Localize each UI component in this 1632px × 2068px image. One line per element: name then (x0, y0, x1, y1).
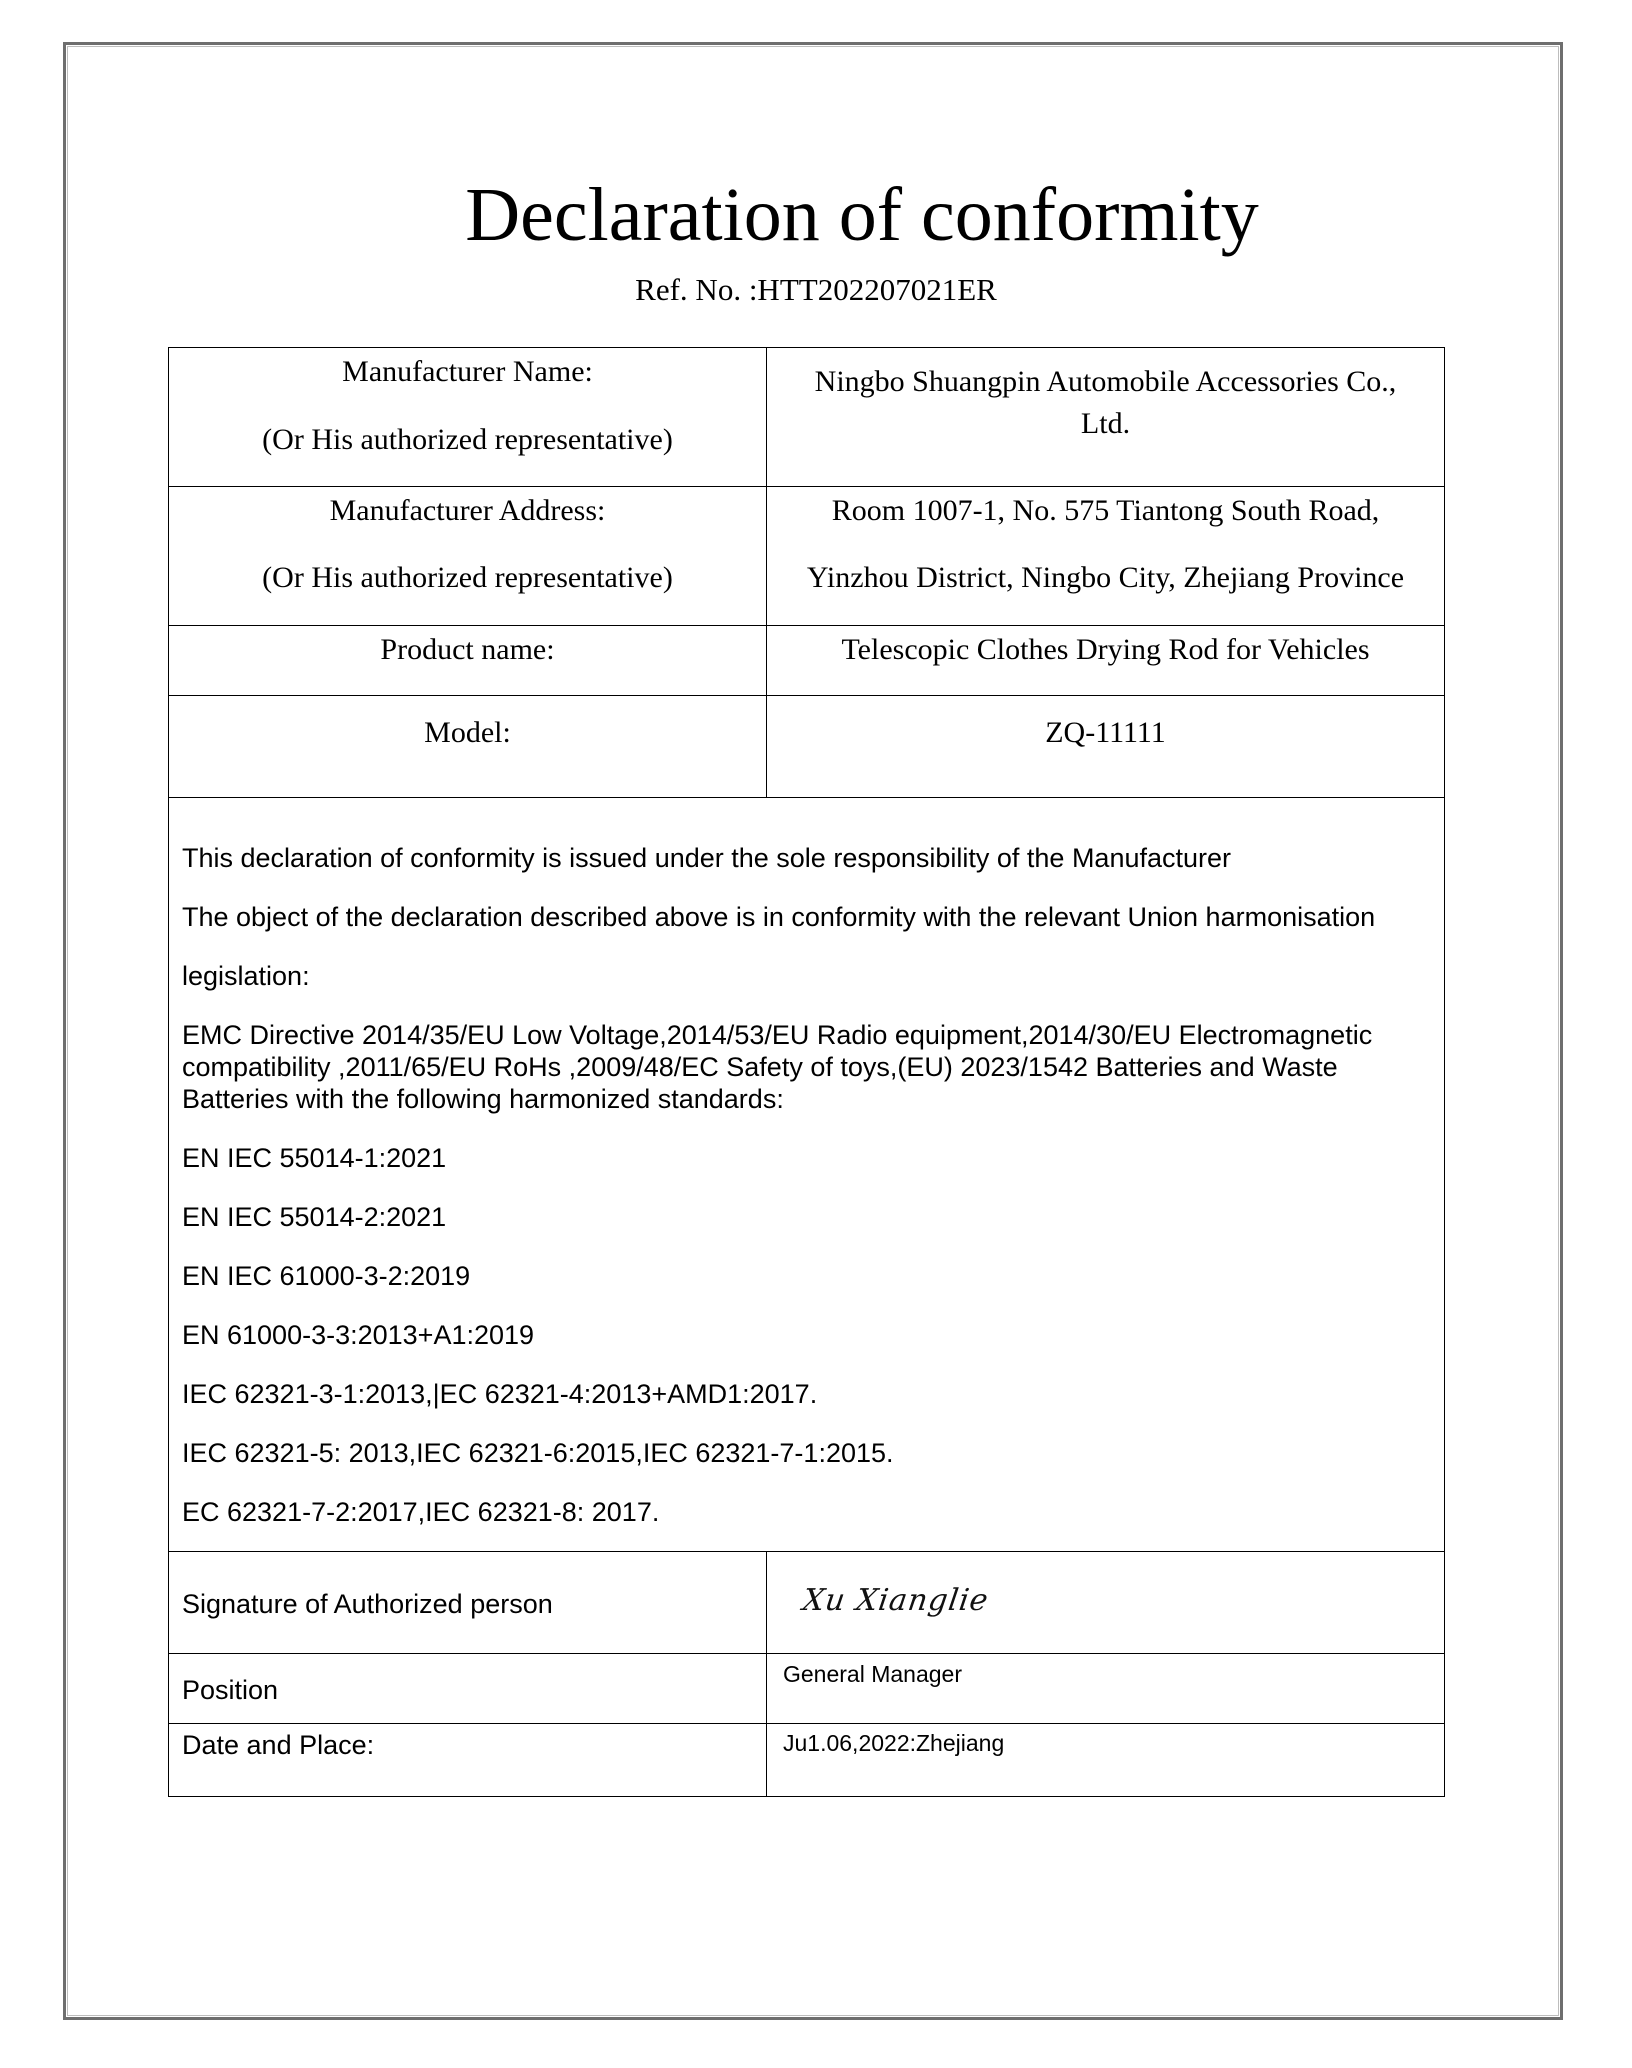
directives-text: EMC Directive 2014/35/EU Low Voltage,2014/53/EU Radio equipment,2014/30/EU Electromagnetic (182, 1020, 1373, 1050)
manufacturer-name-label-note: (Or His authorized representative) (262, 423, 673, 456)
product-name-value: Telescopic Clothes Drying Rod for Vehicles (841, 633, 1370, 666)
manufacturer-name-label-cell (169, 348, 766, 486)
position-label: Position (182, 1675, 279, 1705)
declaration-statement: This declaration of conformity is issued under the sole responsibility of the Manufacturer (182, 843, 1232, 873)
manufacturer-name-value-cont: Ltd. (1080, 407, 1131, 440)
model-label: Model: (424, 716, 511, 749)
manufacturer-address-label-note: (Or His authorized representative) (262, 561, 673, 594)
reference-number: Ref. No. :HTT202207021ER (635, 272, 997, 307)
standard-item: EC 62321-7-2:2017,IEC 62321-8: 2017. (182, 1497, 660, 1527)
standard-item: EN IEC 55014-2:2021 (182, 1202, 447, 1232)
signature-label: Signature of Authorized person (182, 1589, 553, 1619)
column-divider (766, 1551, 767, 1797)
date-place-value: Ju1.06,2022:Zhejiang (783, 1730, 1005, 1756)
product-name-label: Product name: (380, 633, 555, 666)
handwritten-signature: Xu Xianglie (800, 1583, 991, 1618)
manufacturer-name-value: Ningbo Shuangpin Automobile Accessories Co., (814, 365, 1397, 398)
row-divider (169, 797, 1444, 798)
directives-text-cont: Batteries with the following harmonized standards: (182, 1084, 784, 1114)
date-place-label: Date and Place: (182, 1730, 375, 1760)
row-divider (169, 1723, 1444, 1724)
standard-item: EN IEC 55014-1:2021 (182, 1143, 447, 1173)
standard-item: IEC 62321-3-1:2013,|EC 62321-4:2013+AMD1:2017. (182, 1379, 818, 1409)
row-divider (169, 1653, 1444, 1654)
manufacturer-name-value-cell (767, 348, 1444, 486)
product-name-value-cell (767, 626, 1444, 695)
model-value: ZQ-11111 (1045, 716, 1166, 749)
manufacturer-name-label: Manufacturer Name: (342, 355, 593, 388)
standard-item: EN 61000-3-3:2013+A1:2019 (182, 1320, 535, 1350)
model-label-cell (169, 696, 766, 797)
declaration-table (168, 347, 1445, 1797)
manufacturer-address-value-cont: Yinzhou District, Ningbo City, Zhejiang Province (806, 561, 1405, 594)
standard-item: EN IEC 61000-3-2:2019 (182, 1261, 471, 1291)
directives-text-cont: compatibility ,2011/65/EU RoHs ,2009/48/EC Safety of toys,(EU) 2023/1542 Batteries and Waste (182, 1052, 1338, 1082)
manufacturer-address-value: Room 1007-1, No. 575 Tiantong South Road, (831, 494, 1380, 527)
manufacturer-address-value-cell (767, 487, 1444, 625)
row-divider (169, 1551, 1444, 1552)
standard-item: IEC 62321-5: 2013,IEC 62321-6:2015,IEC 62321-7-1:2015. (182, 1438, 894, 1468)
model-value-cell (767, 696, 1444, 797)
manufacturer-address-label: Manufacturer Address: (329, 494, 606, 527)
document-title: Declaration of conformity (465, 173, 1259, 257)
manufacturer-address-label-cell (169, 487, 766, 625)
declaration-legislation-label: legislation: (182, 961, 310, 991)
position-value: General Manager (783, 1661, 962, 1687)
product-name-label-cell (169, 626, 766, 695)
declaration-conformity-text: The object of the declaration described above is in conformity with the relevant Union harmonisation (182, 902, 1376, 932)
